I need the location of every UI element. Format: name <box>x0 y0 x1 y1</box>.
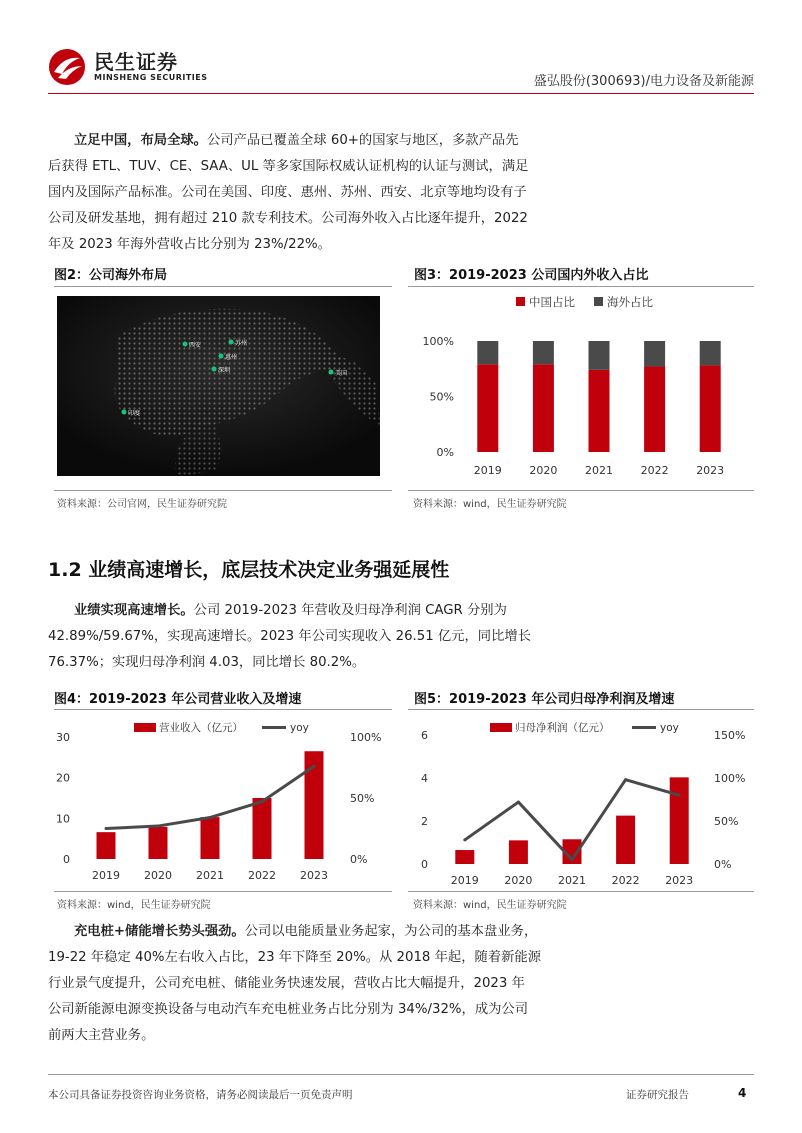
paragraph-lead: 业绩实现高速增长。 <box>74 603 194 618</box>
bar-segment <box>700 365 721 452</box>
y-tick-label: 0% <box>436 446 454 459</box>
x-tick-label: 2021 <box>196 869 224 882</box>
yoy-point <box>209 816 212 819</box>
x-tick-label: 2019 <box>92 869 120 882</box>
x-tick-label: 2021 <box>558 874 586 887</box>
yoy-point <box>463 838 466 841</box>
footer-disclaimer: 本公司具备证券投资咨询业务资格，请务必阅读最后一页免责声明 <box>48 1089 353 1101</box>
figure-5-rule <box>408 709 754 710</box>
bar-segment <box>477 364 498 452</box>
right-tick-label: 100% <box>350 731 382 744</box>
legend-swatch <box>490 723 512 732</box>
brand-name-en: MINSHENG SECURITIES <box>94 73 208 82</box>
revenue-growth-chart <box>54 713 392 889</box>
net-profit-growth-chart <box>408 713 754 889</box>
figure-4-source: 资料来源：wind，民生证券研究院 <box>57 900 211 911</box>
figure-2-title: 图2：公司海外布局 <box>54 268 168 283</box>
map-label-india: 印度 <box>128 410 141 417</box>
bar <box>253 798 272 859</box>
figure-2-bottom-rule <box>54 490 392 491</box>
legend-swatch <box>134 723 156 732</box>
bar-segment <box>533 364 554 452</box>
paragraph-lead: 充电桩+储能增长势头强劲。 <box>74 924 245 939</box>
left-tick-label: 2 <box>421 815 428 828</box>
paragraph-growth <box>48 598 552 676</box>
x-tick-label: 2019 <box>450 874 479 887</box>
header-divider <box>48 93 754 94</box>
bar-segment <box>589 370 610 452</box>
legend-label: 海外占比 <box>607 295 653 309</box>
yoy-point <box>517 801 520 804</box>
paragraph-global-layout <box>48 128 552 258</box>
paragraph-line: 公司 2019-2023 年营收及归母净利润 CAGR 分别为 <box>193 603 507 618</box>
legend-label: yoy <box>660 722 679 734</box>
yoy-point <box>678 794 681 797</box>
paragraph-charging-storage <box>48 919 552 1049</box>
right-tick-label: 50% <box>714 815 739 828</box>
paragraph-line: 42.89%/59.67%，实现高速增长。2023 年公司实现收入 26.51 亿元，同比增长 <box>48 629 531 644</box>
paragraph-line: 后获得 ETL、TUV、CE、SAA、UL 等多家国际权威认证机构的认证与测试，满足 <box>48 159 529 174</box>
bar <box>97 832 116 859</box>
bar <box>616 816 635 864</box>
x-tick-label: 2020 <box>529 464 558 477</box>
yoy-point <box>313 765 316 768</box>
legend-label: 营业收入（亿元） <box>159 722 243 734</box>
left-tick-label: 4 <box>421 772 428 785</box>
left-tick-label: 20 <box>56 771 70 785</box>
bar <box>509 840 528 864</box>
bar-segment <box>477 341 498 364</box>
bar-segment <box>533 341 554 364</box>
x-tick-label: 2020 <box>504 874 533 887</box>
figure-4-title: 图4：2019-2023 年公司营业收入及增速 <box>54 692 302 707</box>
domestic-overseas-share-chart <box>408 290 754 488</box>
yoy-point <box>261 800 264 803</box>
legend-label: yoy <box>290 722 309 734</box>
left-tick-label: 6 <box>421 729 428 742</box>
map-label-suzhou: 苏州 <box>235 340 248 347</box>
paragraph-line: 公司新能源电源变换设备与电动汽车充电桩业务占比分别为 34%/32%，成为公司 <box>48 1002 529 1017</box>
figure-5-bottom-rule <box>408 891 754 892</box>
x-tick-label: 2022 <box>611 874 640 887</box>
paragraph-line: 76.37%；实现归母净利润 4.03，同比增长 80.2%。 <box>48 655 366 670</box>
x-tick-label: 2023 <box>665 874 694 887</box>
legend-label: 中国占比 <box>529 295 575 309</box>
figure-3-source: 资料来源：wind，民生证券研究院 <box>413 499 567 510</box>
left-tick-label: 0 <box>63 853 70 866</box>
x-tick-label: 2023 <box>696 464 725 477</box>
page-number: 4 <box>738 1086 747 1100</box>
bar <box>670 777 689 864</box>
paragraph-line: 国内及国际产品标准。公司在美国、印度、惠州、苏州、西安、北京等地均设有子 <box>48 185 527 200</box>
minsheng-logo-icon <box>48 48 86 86</box>
paragraph-lead: 立足中国，布局全球。 <box>74 133 207 148</box>
x-tick-label: 2019 <box>473 464 502 477</box>
figure-2-rule <box>54 286 392 287</box>
overseas-map-image <box>57 296 380 476</box>
bar-segment <box>644 341 665 367</box>
footer-divider <box>48 1074 754 1075</box>
figure-3-title: 图3：2019-2023 公司国内外收入占比 <box>414 268 649 283</box>
x-tick-label: 2020 <box>144 869 172 882</box>
left-tick-label: 30 <box>56 731 70 744</box>
figure-3-rule <box>408 286 754 287</box>
left-tick-label: 0 <box>421 858 428 871</box>
legend-swatch <box>594 297 603 306</box>
map-label-huizhou: 惠州 <box>225 354 238 361</box>
paragraph-line: 公司及研发基地，拥有超过 210 款专利技术。公司海外收入占比逐年提升，2022 <box>48 211 528 226</box>
paragraph-line: 19-22 年稳定 40%左右收入占比，23 年下降至 20%。从 2018 年起，随着新能源 <box>48 950 541 965</box>
bar <box>455 850 474 864</box>
left-tick-label: 10 <box>56 812 70 826</box>
legend-swatch <box>516 297 525 306</box>
figure-5-source: 资料来源：wind，民生证券研究院 <box>413 900 567 911</box>
x-tick-label: 2021 <box>585 464 613 477</box>
figure-4-rule <box>54 709 392 710</box>
paragraph-line: 公司产品已覆盖全球 60+的国家与地区，多款产品先 <box>206 133 519 148</box>
right-tick-label: 0% <box>350 853 368 866</box>
figure-3-bottom-rule <box>408 490 754 491</box>
x-tick-label: 2022 <box>248 869 276 882</box>
legend-label: 归母净利润（亿元） <box>515 722 610 734</box>
company-code: 盛弘股份(300693)/电力设备及新能源 <box>533 74 754 89</box>
bar <box>149 827 168 859</box>
brand-name-cn: 民生证券 <box>94 50 178 74</box>
y-tick-label: 100% <box>422 335 454 348</box>
map-label-usa: 美国 <box>335 370 348 377</box>
right-tick-label: 100% <box>714 772 746 785</box>
yoy-point <box>624 778 627 781</box>
paragraph-line: 年及 2023 年海外营收占比分别为 23%/22%。 <box>48 237 331 252</box>
section-title: 1.2 业绩高速增长，底层技术决定业务强延展性 <box>48 559 450 581</box>
paragraph-line: 前两大主营业务。 <box>48 1028 155 1043</box>
right-tick-label: 50% <box>350 792 375 805</box>
yoy-point <box>105 827 108 830</box>
yoy-point <box>571 858 574 861</box>
y-tick-label: 50% <box>429 390 454 404</box>
right-tick-label: 0% <box>714 858 732 871</box>
figure-4-bottom-rule <box>54 891 392 892</box>
figure-5-title: 图5：2019-2023 年公司归母净利润及增速 <box>414 692 675 707</box>
footer-report-type: 证券研究报告 <box>626 1089 689 1101</box>
x-tick-label: 2023 <box>300 869 328 882</box>
figure-2-source: 资料来源：公司官网，民生证券研究院 <box>57 499 227 510</box>
bar-segment <box>700 341 721 365</box>
x-tick-label: 2022 <box>640 464 669 477</box>
right-tick-label: 150% <box>714 729 746 742</box>
map-label-shenzhen: 深圳 <box>218 367 231 374</box>
yoy-point <box>157 825 160 828</box>
bar <box>201 817 220 859</box>
paragraph-line: 行业景气度提升，公司充电桩、储能业务快速发展，营收占比大幅提升，2023 年 <box>48 976 525 991</box>
paragraph-line: 公司以电能质量业务起家，为公司的基本盘业务， <box>244 924 538 939</box>
map-label-xian: 西安 <box>189 342 202 349</box>
bar-segment <box>644 367 665 452</box>
bar-segment <box>589 341 610 370</box>
